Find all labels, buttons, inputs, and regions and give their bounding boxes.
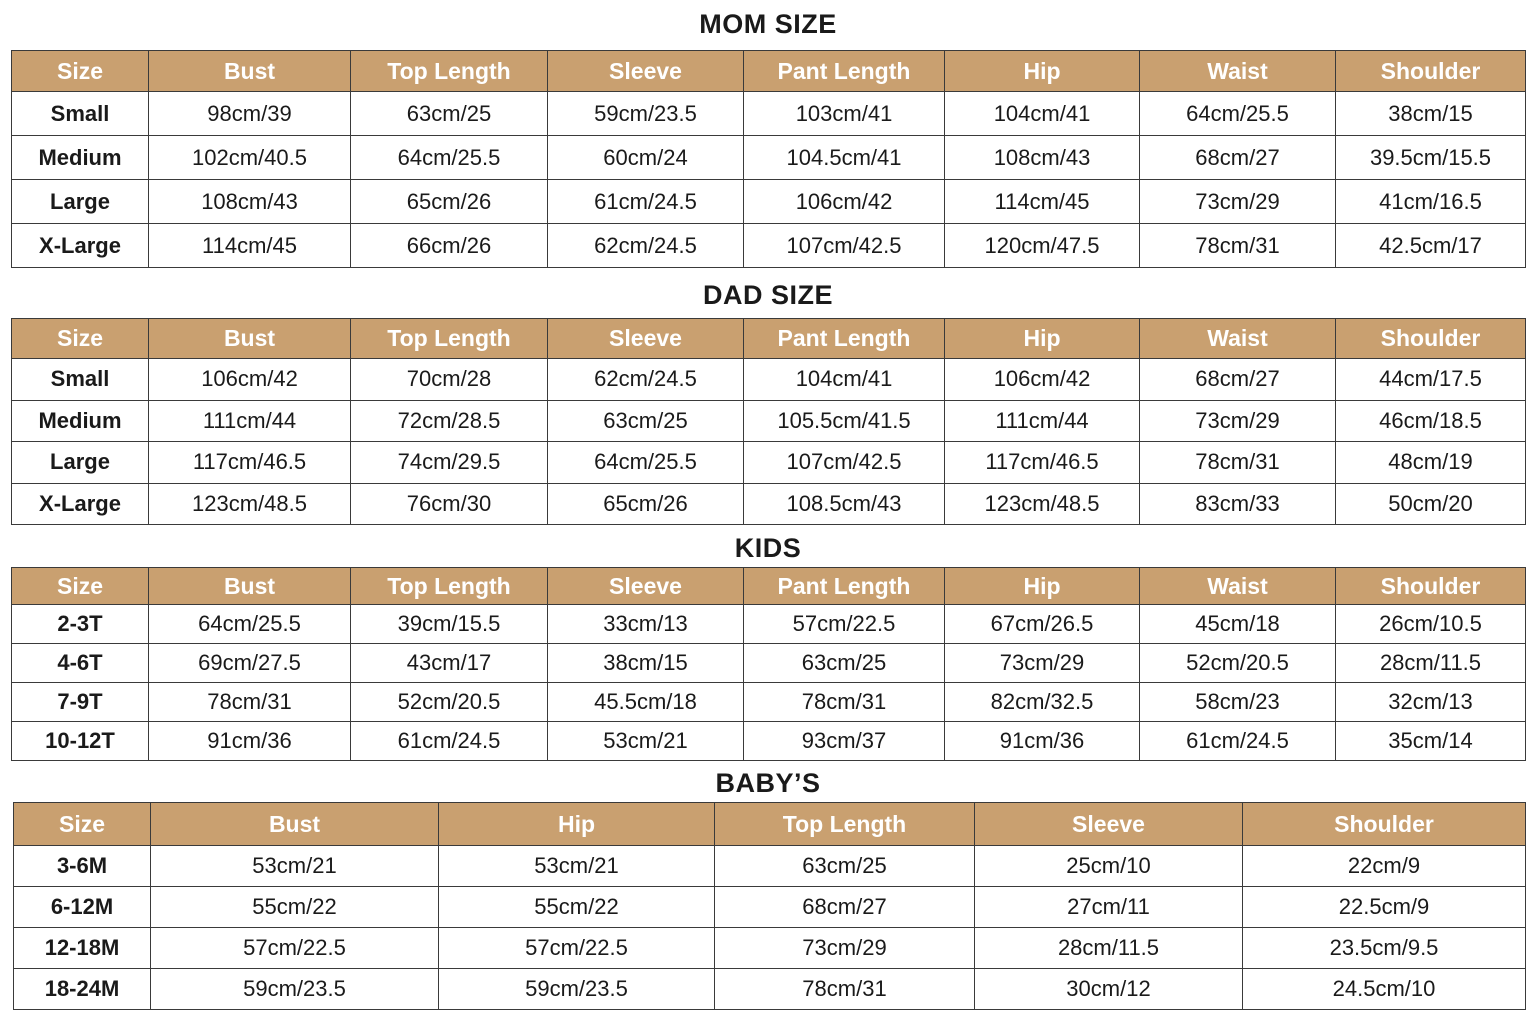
measurement-bust: 98cm/39 [149,92,351,136]
measurement-sleeve: 45.5cm/18 [548,683,744,722]
size-label: 12-18M [14,928,151,969]
measurement-pant-length: 57cm/22.5 [744,605,945,644]
measurement-shoulder: 42.5cm/17 [1336,224,1526,268]
measurement-hip: 82cm/32.5 [945,683,1140,722]
measurement-hip: 55cm/22 [439,887,715,928]
measurement-top-length: 64cm/25.5 [351,136,548,180]
measurement-hip: 57cm/22.5 [439,928,715,969]
measurement-bust: 102cm/40.5 [149,136,351,180]
measurement-sleeve: 62cm/24.5 [548,224,744,268]
column-header-bust: Bust [149,568,351,605]
measurement-shoulder: 41cm/16.5 [1336,180,1526,224]
column-header-waist: Waist [1140,568,1336,605]
column-header-shoulder: Shoulder [1336,51,1526,92]
table-row [12,442,1526,484]
column-header-pant-length: Pant Length [744,51,945,92]
measurement-shoulder: 23.5cm/9.5 [1243,928,1526,969]
kids-size-table [11,567,1526,761]
column-header-top-length: Top Length [715,803,975,846]
column-header-size: Size [12,51,149,92]
size-label: Small [12,92,149,136]
measurement-top-length: 63cm/25 [715,846,975,887]
measurement-waist: 64cm/25.5 [1140,92,1336,136]
measurement-pant-length: 107cm/42.5 [744,224,945,268]
measurement-bust: 64cm/25.5 [149,605,351,644]
measurement-top-length: 65cm/26 [351,180,548,224]
measurement-sleeve: 53cm/21 [548,722,744,761]
measurement-waist: 45cm/18 [1140,605,1336,644]
measurement-bust: 114cm/45 [149,224,351,268]
column-header-bust: Bust [151,803,439,846]
measurement-top-length: 61cm/24.5 [351,722,548,761]
measurement-bust: 106cm/42 [149,359,351,401]
column-header-size: Size [12,319,149,359]
table-row [12,400,1526,442]
measurement-bust: 69cm/27.5 [149,644,351,683]
measurement-shoulder: 35cm/14 [1336,722,1526,761]
babys-title: BABY’S [715,768,821,798]
measurement-top-length: 74cm/29.5 [351,442,548,484]
measurement-sleeve: 59cm/23.5 [548,92,744,136]
measurement-hip: 123cm/48.5 [945,483,1140,525]
size-label: Medium [12,136,149,180]
column-header-sleeve: Sleeve [975,803,1243,846]
measurement-shoulder: 38cm/15 [1336,92,1526,136]
table-row [12,136,1526,180]
measurement-hip: 91cm/36 [945,722,1140,761]
babys-size-table [13,802,1526,1010]
size-label: Small [12,359,149,401]
measurement-shoulder: 46cm/18.5 [1336,400,1526,442]
measurement-top-length: 76cm/30 [351,483,548,525]
measurement-sleeve: 62cm/24.5 [548,359,744,401]
measurement-hip: 59cm/23.5 [439,969,715,1010]
table-row [12,224,1526,268]
size-label: 7-9T [12,683,149,722]
table-row [14,887,1526,928]
measurement-sleeve: 38cm/15 [548,644,744,683]
size-label: 3-6M [14,846,151,887]
measurement-waist: 78cm/31 [1140,224,1336,268]
column-header-shoulder: Shoulder [1243,803,1526,846]
measurement-shoulder: 44cm/17.5 [1336,359,1526,401]
size-label: 18-24M [14,969,151,1010]
column-header-waist: Waist [1140,51,1336,92]
measurement-top-length: 73cm/29 [715,928,975,969]
table-row [12,483,1526,525]
column-header-hip: Hip [945,319,1140,359]
measurement-top-length: 78cm/31 [715,969,975,1010]
measurement-bust: 78cm/31 [149,683,351,722]
column-header-pant-length: Pant Length [744,319,945,359]
kids-title: KIDS [734,533,802,563]
measurement-pant-length: 107cm/42.5 [744,442,945,484]
column-header-bust: Bust [149,51,351,92]
measurement-pant-length: 104cm/41 [744,359,945,401]
measurement-bust: 59cm/23.5 [151,969,439,1010]
measurement-sleeve: 61cm/24.5 [548,180,744,224]
measurement-pant-length: 78cm/31 [744,683,945,722]
table-row [14,969,1526,1010]
mom-size-title: MOM SIZE [699,9,837,39]
column-header-sleeve: Sleeve [548,51,744,92]
measurement-sleeve: 65cm/26 [548,483,744,525]
measurement-waist: 78cm/31 [1140,442,1336,484]
measurement-hip: 73cm/29 [945,644,1140,683]
measurement-shoulder: 28cm/11.5 [1336,644,1526,683]
measurement-shoulder: 48cm/19 [1336,442,1526,484]
measurement-waist: 73cm/29 [1140,180,1336,224]
table-row [12,359,1526,401]
table-row [12,180,1526,224]
column-header-shoulder: Shoulder [1336,568,1526,605]
mom-size-table [11,50,1526,268]
measurement-shoulder: 26cm/10.5 [1336,605,1526,644]
measurement-top-length: 39cm/15.5 [351,605,548,644]
measurement-shoulder: 22.5cm/9 [1243,887,1526,928]
measurement-bust: 91cm/36 [149,722,351,761]
measurement-top-length: 52cm/20.5 [351,683,548,722]
measurement-waist: 68cm/27 [1140,136,1336,180]
measurement-shoulder: 50cm/20 [1336,483,1526,525]
table-row [12,722,1526,761]
table-row [12,683,1526,722]
column-header-size: Size [12,568,149,605]
column-header-sleeve: Sleeve [548,568,744,605]
measurement-bust: 53cm/21 [151,846,439,887]
measurement-sleeve: 64cm/25.5 [548,442,744,484]
measurement-top-length: 63cm/25 [351,92,548,136]
measurement-pant-length: 103cm/41 [744,92,945,136]
measurement-shoulder: 32cm/13 [1336,683,1526,722]
measurement-sleeve: 60cm/24 [548,136,744,180]
measurement-pant-length: 63cm/25 [744,644,945,683]
column-header-shoulder: Shoulder [1336,319,1526,359]
measurement-bust: 123cm/48.5 [149,483,351,525]
measurement-hip: 104cm/41 [945,92,1140,136]
measurement-sleeve: 63cm/25 [548,400,744,442]
dad-size-table [11,318,1526,525]
measurement-sleeve: 27cm/11 [975,887,1243,928]
measurement-hip: 108cm/43 [945,136,1140,180]
measurement-hip: 120cm/47.5 [945,224,1140,268]
size-label: Medium [12,400,149,442]
column-header-top-length: Top Length [351,51,548,92]
column-header-sleeve: Sleeve [548,319,744,359]
measurement-bust: 55cm/22 [151,887,439,928]
measurement-sleeve: 25cm/10 [975,846,1243,887]
measurement-waist: 58cm/23 [1140,683,1336,722]
measurement-top-length: 70cm/28 [351,359,548,401]
measurement-pant-length: 108.5cm/43 [744,483,945,525]
dad-size-title: DAD SIZE [702,280,833,310]
measurement-waist: 83cm/33 [1140,483,1336,525]
measurement-bust: 57cm/22.5 [151,928,439,969]
table-row [12,92,1526,136]
measurement-pant-length: 106cm/42 [744,180,945,224]
measurement-pant-length: 105.5cm/41.5 [744,400,945,442]
measurement-top-length: 72cm/28.5 [351,400,548,442]
column-header-top-length: Top Length [351,568,548,605]
measurement-hip: 114cm/45 [945,180,1140,224]
size-label: 6-12M [14,887,151,928]
measurement-top-length: 66cm/26 [351,224,548,268]
table-row [12,644,1526,683]
size-label: X-Large [12,224,149,268]
column-header-hip: Hip [945,568,1140,605]
column-header-hip: Hip [945,51,1140,92]
measurement-waist: 68cm/27 [1140,359,1336,401]
measurement-pant-length: 104.5cm/41 [744,136,945,180]
column-header-bust: Bust [149,319,351,359]
measurement-waist: 61cm/24.5 [1140,722,1336,761]
size-label: Large [12,180,149,224]
size-label: 4-6T [12,644,149,683]
measurement-top-length: 43cm/17 [351,644,548,683]
measurement-hip: 111cm/44 [945,400,1140,442]
column-header-pant-length: Pant Length [744,568,945,605]
measurement-hip: 53cm/21 [439,846,715,887]
measurement-bust: 108cm/43 [149,180,351,224]
measurement-pant-length: 93cm/37 [744,722,945,761]
measurement-hip: 117cm/46.5 [945,442,1140,484]
column-header-waist: Waist [1140,319,1336,359]
measurement-hip: 67cm/26.5 [945,605,1140,644]
measurement-sleeve: 28cm/11.5 [975,928,1243,969]
measurement-hip: 106cm/42 [945,359,1140,401]
column-header-size: Size [14,803,151,846]
measurement-shoulder: 39.5cm/15.5 [1336,136,1526,180]
table-row [14,928,1526,969]
size-label: 10-12T [12,722,149,761]
table-row [12,605,1526,644]
measurement-shoulder: 22cm/9 [1243,846,1526,887]
measurement-sleeve: 33cm/13 [548,605,744,644]
measurement-bust: 117cm/46.5 [149,442,351,484]
column-header-top-length: Top Length [351,319,548,359]
measurement-waist: 73cm/29 [1140,400,1336,442]
measurement-sleeve: 30cm/12 [975,969,1243,1010]
size-label: 2-3T [12,605,149,644]
table-row [14,846,1526,887]
column-header-hip: Hip [439,803,715,846]
measurement-top-length: 68cm/27 [715,887,975,928]
size-label: Large [12,442,149,484]
size-label: X-Large [12,483,149,525]
measurement-shoulder: 24.5cm/10 [1243,969,1526,1010]
measurement-waist: 52cm/20.5 [1140,644,1336,683]
measurement-bust: 111cm/44 [149,400,351,442]
